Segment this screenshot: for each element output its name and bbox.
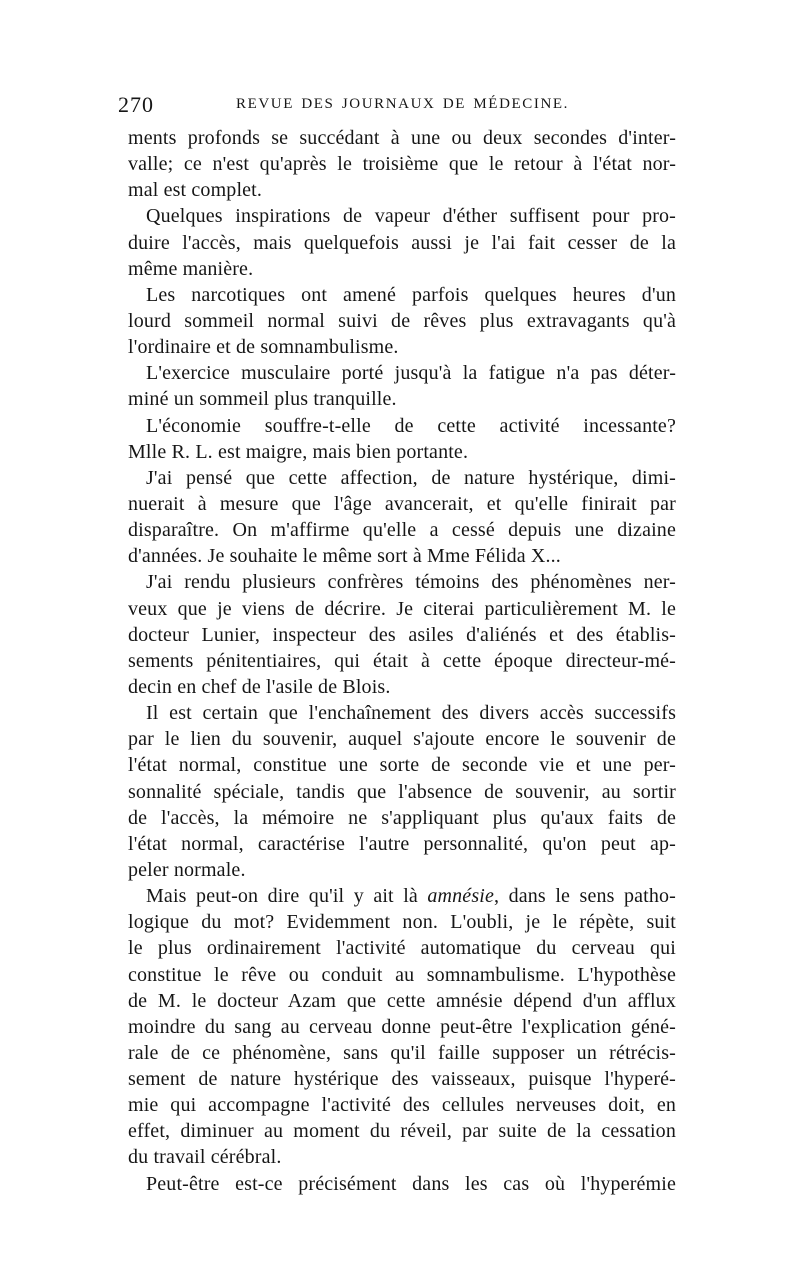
text-line: disparaître. On m'affirme qu'elle a cessé depuis une dizaine [128, 519, 676, 542]
text-line: miné un sommeil plus tranquille. [128, 388, 397, 411]
text-line: L'économie souffre-t-elle de cette activité incessante? [146, 414, 676, 437]
text-line: valle; ce n'est qu'après le troisième que le retour à l'état nor- [128, 153, 676, 176]
text-line: peler normale. [128, 858, 246, 881]
text-line: même manière. [128, 257, 254, 280]
text-line [128, 883, 676, 909]
text-line: rale de ce phénomène, sans qu'il faille supposer un rétrécis- [128, 1041, 676, 1064]
text-line: Quelques inspirations de vapeur d'éther suffisent pour pro- [146, 205, 676, 228]
text-line: logique du mot? Evidemment non. L'oubli, je le répète, suit [128, 911, 676, 934]
text-line: decin en chef de l'asile de Blois. [128, 675, 391, 698]
text-line: par le lien du souvenir, auquel s'ajoute encore le souvenir de [128, 728, 676, 751]
running-head [118, 92, 684, 116]
text-line: effet, diminuer au moment du réveil, par suite de la cessation [128, 1120, 676, 1143]
text-line: mie qui accompagne l'activité des cellules nerveuses doit, en [128, 1094, 676, 1117]
text-line: mal est complet. [128, 179, 263, 202]
body-text [128, 125, 676, 1197]
page-number: 270 [118, 92, 154, 117]
text-line: Mlle R. L. est maigre, mais bien portante. [128, 440, 469, 463]
text-line: Les narcotiques ont amené parfois quelques heures d'un [146, 283, 676, 306]
text-line: sements pénitentiaires, qui était à cette époque directeur-mé- [128, 649, 676, 672]
text-line: l'ordinaire et de somnambulisme. [128, 336, 399, 359]
text-line: constitue le rêve ou conduit au somnambulisme. L'hypothèse [128, 963, 676, 986]
text-line: nuerait à mesure que l'âge avancerait, et qu'elle finirait par [128, 492, 676, 515]
text-line: le plus ordinairement l'activité automatique du cerveau qui [128, 937, 676, 960]
text-line: Peut-être est-ce précisément dans les cas où l'hyperémie [146, 1172, 676, 1195]
text-line: du travail cérébral. [128, 1146, 282, 1169]
text-segment: , dans le sens patho- [494, 885, 676, 908]
text-line: de M. le docteur Azam que cette amnésie dépend d'un afflux [128, 989, 676, 1012]
journal-title: REVUE DES JOURNAUX DE MÉDECINE. [236, 96, 570, 112]
text-line: L'exercice musculaire porté jusqu'à la fatigue n'a pas déter- [146, 362, 676, 385]
text-line: sonnalité spéciale, tandis que l'absence de souvenir, au sortir [128, 780, 676, 803]
text-line: ments profonds se succédant à une ou deux secondes d'inter- [128, 127, 676, 149]
text-line: J'ai rendu plusieurs confrères témoins des phénomènes ner- [146, 571, 676, 594]
text-line: duire l'accès, mais quelquefois aussi je l'ai fait cesser de la [128, 231, 676, 254]
text-line: docteur Lunier, inspecteur des asiles d'aliénés et des établis- [128, 623, 676, 646]
text-segment: Mais peut-on dire qu'il y ait là [146, 885, 428, 908]
text-line: d'années. Je souhaite le même sort à Mme Félida X... [128, 545, 561, 568]
text-line: J'ai pensé que cette affection, de nature hystérique, dimi- [146, 466, 676, 489]
text-line: lourd sommeil normal suivi de rêves plus extravagants qu'à [128, 309, 676, 332]
text-line: l'état normal, constitue une sorte de seconde vie et une per- [128, 754, 676, 777]
italic-term: amnésie [427, 885, 494, 908]
text-line: Il est certain que l'enchaînement des divers accès successifs [146, 702, 676, 725]
text-line: veux que je viens de décrire. Je citerai particulièrement M. le [128, 597, 676, 620]
text-line: l'état normal, caractérise l'autre personnalité, qu'on peut ap- [128, 832, 676, 855]
text-line: sement de nature hystérique des vaisseaux, puisque l'hyperé- [128, 1068, 676, 1091]
text-line: moindre du sang au cerveau donne peut-être l'explication géné- [128, 1015, 676, 1038]
text-line: de l'accès, la mémoire ne s'appliquant plus qu'aux faits de [128, 806, 676, 829]
